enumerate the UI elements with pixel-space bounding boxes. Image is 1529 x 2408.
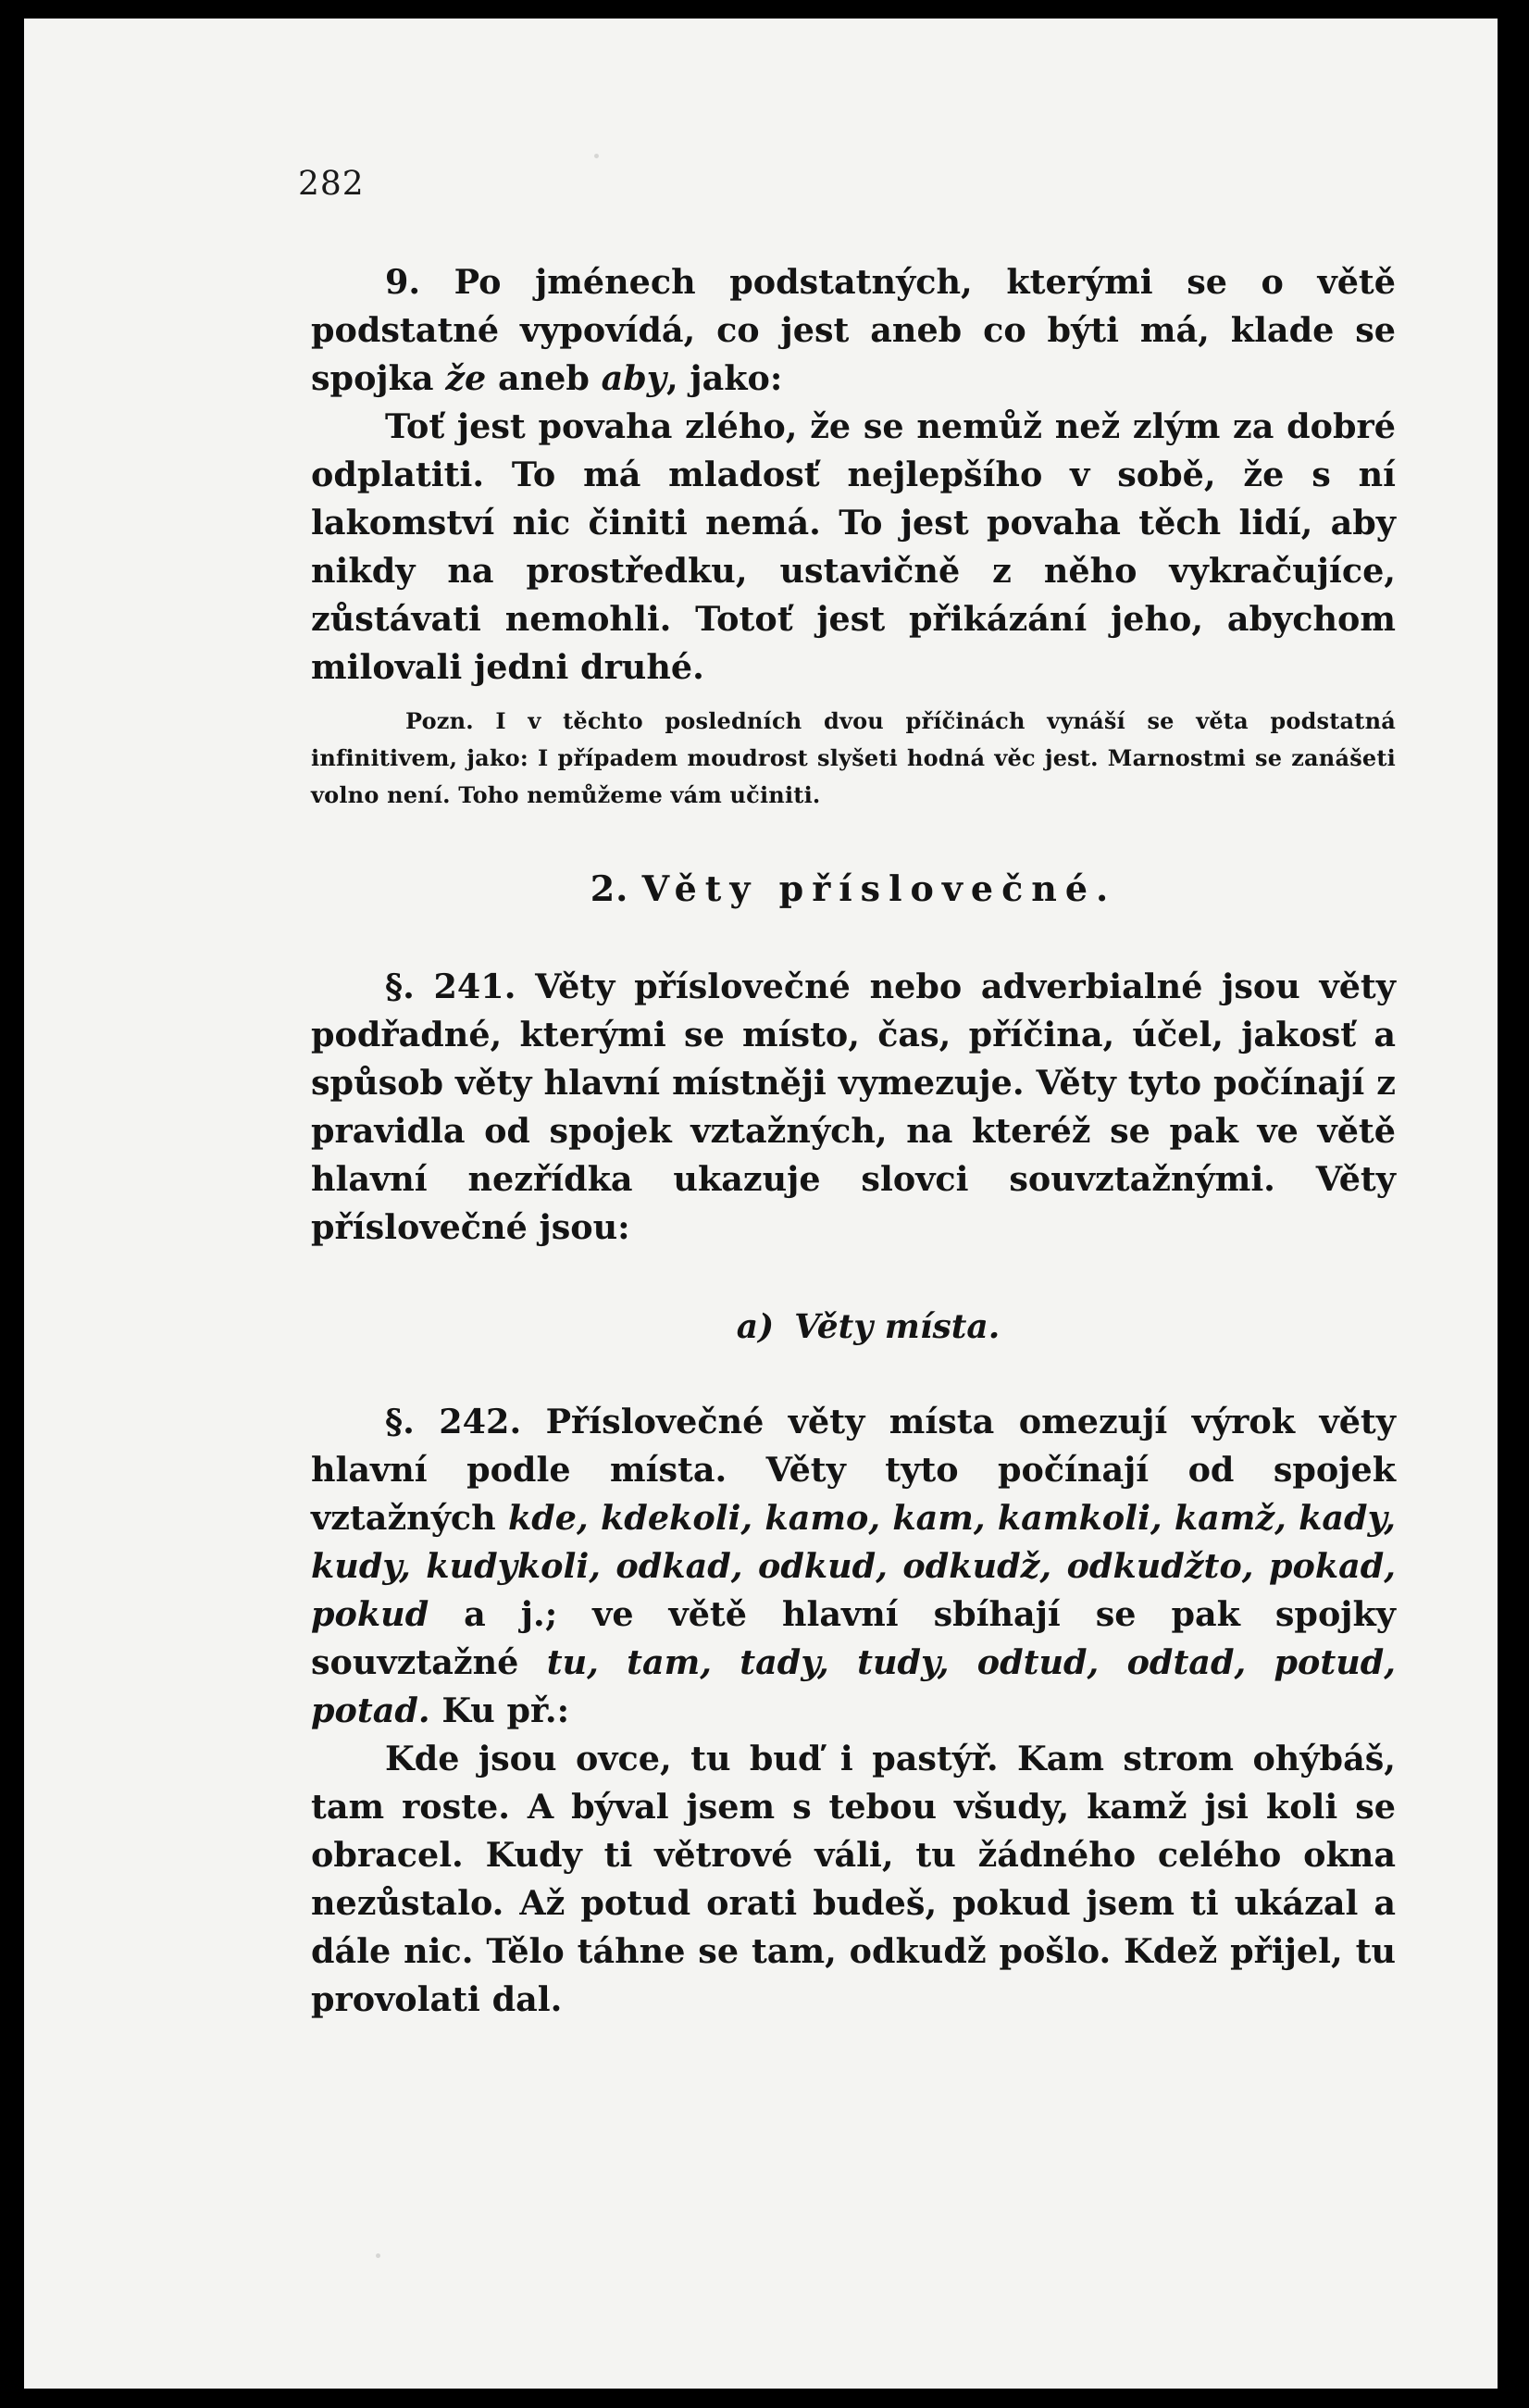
correlative-list: tu, tam, tady, tudy, odtud, odtad, potud, potad. <box>311 1642 1396 1730</box>
section-title: Věty příslovečné. <box>641 867 1117 909</box>
section-number: 2. <box>590 867 629 909</box>
conjunction-aby: aby <box>601 358 666 398</box>
print-speck <box>594 154 599 158</box>
section-heading-2 <box>311 867 1396 909</box>
print-speck <box>376 2253 380 2258</box>
subsection-heading-a <box>341 1307 1396 1346</box>
examples-paragraph-242: Kde jsou ovce, tu buď i pastýř. Kam strom ohýbáš, tam roste. A býval jsem s tebou všudy, kamž jsi koli se obracel. Kudy ti větrové váli, tu žádného celého okna nezůstalo. Až potud orati budeš, pokud jsem ti ukázal a dále nic. Tělo táhne se tam, odkudž pošlo. Kdež přijel, tu provolati dal. <box>311 1739 1396 2019</box>
footnote-pozn: Pozn. I v těchto posledních dvou příčinách vynáší se věta podstatná infinitivem, jako: I případem moudrost slyšeti hodná věc jest. Marnostmi se zanášeti volno není. Toho nemůžeme vám učiniti. <box>311 707 1396 808</box>
paragraph-9: 9. Po jménech podstatných, kterými se o větě podstatné vypovídá, co jest aneb co býti má, klade se spojka že aneb aby, jako: <box>311 262 1396 398</box>
conjunction-ze: že <box>445 358 487 398</box>
conjunction-list: kde, kdekoli, kamo, kam, kamkoli, kamž, kady, kudy, kudykoli, odkad, odkud, odkudž, odkudžto, pokad, pokud <box>311 1498 1396 1634</box>
page-content <box>285 165 1396 2024</box>
paragraph-241: §. 241. Věty příslovečné nebo adverbialné jsou věty podřadné, kterými se místo, čas, příčina, účel, jakosť a spůsob věty hlavní místněji vymezuje. Věty tyto počínají z pravidla od spojek vztažných, na kteréž se pak ve větě hlavní nezřídka ukazuje slovci souvztažnými. Věty příslovečné jsou: <box>311 967 1396 1247</box>
subsection-title: Věty místa. <box>794 1307 1001 1346</box>
book-page <box>24 19 1498 2389</box>
subsection-letter: a) <box>736 1307 775 1346</box>
examples-paragraph-9: Toť jest povaha zlého, že se nemůž než zlým za dobré odplatiti. To má mladosť nejlepšího v sobě, že s ní lakomství nic činiti nemá. To jest povaha těch lidí, aby nikdy na prostředku, ustavičně z něho vykračujíce, zůstávati nemohli. Totoť jest přikázání jeho, abychom milovali jedni druhé. <box>311 406 1396 687</box>
page-number: 282 <box>298 165 365 203</box>
paragraph-242: §. 242. Příslovečné věty místa omezují výrok věty hlavní podle místa. Věty tyto počínají od spojek vztažných kde, kdekoli, kamo, kam, kamkoli, kamž, kady, kudy, kudykoli, odkad, odkud, odkudž, odkudžto, pokad, pokud a j.; ve větě hlavní sbíhají se pak spojky souvztažné tu, tam, tady, tudy, odtud, odtad, potud, potad. Ku př.: <box>311 1402 1396 1730</box>
